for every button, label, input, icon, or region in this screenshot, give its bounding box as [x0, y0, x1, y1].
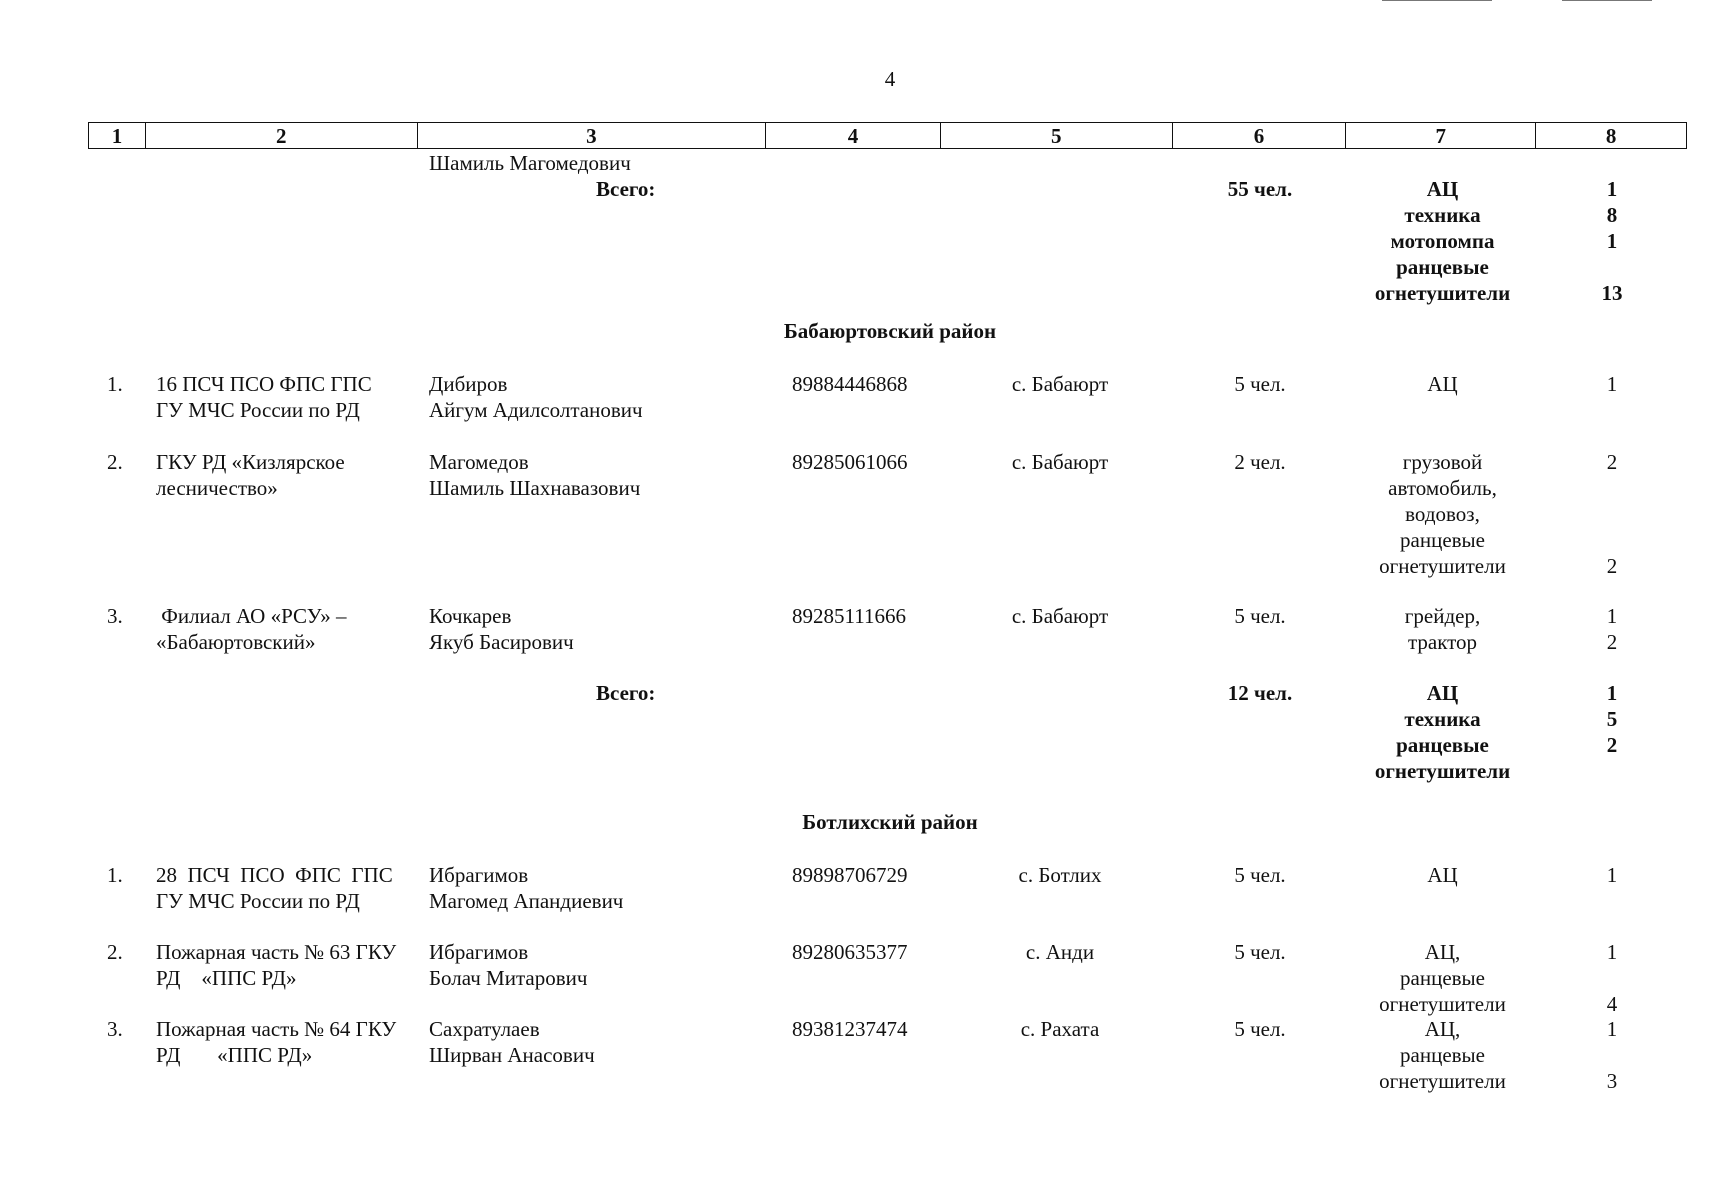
total-count: 13 — [1601, 281, 1623, 305]
equipment: ранцевые — [1400, 1043, 1485, 1067]
phone-number: 89884446868 — [792, 372, 908, 396]
header-cell: 7 — [1346, 123, 1536, 148]
people-count: 5 чел. — [1234, 863, 1286, 887]
section-title: Ботлихский район — [802, 810, 978, 834]
phone-number: 89898706729 — [792, 863, 908, 887]
total-count: 5 — [1606, 707, 1618, 731]
total-label: Всего: — [596, 681, 656, 705]
section-title: Бабаюртовский район — [783, 319, 997, 343]
place: с. Рахата — [1020, 1017, 1100, 1041]
equipment: огнетушители — [1379, 554, 1506, 578]
organization: 28 ПСЧ ПСО ФПС ГПС — [156, 863, 393, 887]
person-name: Шамиль Шахнавазович — [429, 476, 641, 500]
page-number: 4 — [884, 67, 896, 91]
place: с. Анди — [1025, 940, 1095, 964]
person-name: Болач Митарович — [429, 966, 588, 990]
person-name: Ширван Анасович — [429, 1043, 595, 1067]
equipment: грузовой — [1402, 450, 1483, 474]
person-surname: Кочкарев — [429, 604, 512, 628]
person-surname: Ибрагимов — [429, 863, 529, 887]
people-count: 2 чел. — [1234, 450, 1286, 474]
total-equipment: ранцевые — [1396, 733, 1489, 757]
equipment-count: 4 — [1606, 992, 1618, 1016]
equipment-count: 1 — [1606, 1017, 1618, 1041]
organization: ГУ МЧС России по РД — [156, 889, 360, 913]
row-number: 3. — [107, 1017, 123, 1041]
total-equipment: техника — [1404, 707, 1481, 731]
person-surname: Ибрагимов — [429, 940, 529, 964]
equipment-count: 1 — [1606, 863, 1618, 887]
place: с. Бабаюрт — [1011, 450, 1109, 474]
person-surname: Дибиров — [429, 372, 508, 396]
person-surname: Магомедов — [429, 450, 529, 474]
organization: 16 ПСЧ ПСО ФПС ГПС — [156, 372, 372, 396]
header-cell: 6 — [1173, 123, 1347, 148]
person-name: Магомед Апандиевич — [429, 889, 624, 913]
header-cell: 3 — [418, 123, 767, 148]
total-count: 8 — [1606, 203, 1618, 227]
total-count: 1 — [1606, 681, 1618, 705]
organization: РД «ППС РД» — [156, 966, 297, 990]
people-count: 5 чел. — [1234, 604, 1286, 628]
row-number: 1. — [107, 863, 123, 887]
equipment: автомобиль, — [1388, 476, 1497, 500]
total-equipment: огнетушители — [1374, 759, 1511, 783]
total-label: Всего: — [596, 177, 656, 201]
total-count: 1 — [1606, 177, 1618, 201]
organization: ГУ МЧС России по РД — [156, 398, 360, 422]
equipment: грейдер, — [1404, 604, 1481, 628]
organization: «Бабаюртовский» — [156, 630, 316, 654]
equipment-count: 2 — [1606, 450, 1618, 474]
organization: Филиал АО «РСУ» – — [156, 604, 347, 628]
equipment: ранцевые — [1400, 528, 1485, 552]
organization: Пожарная часть № 64 ГКУ — [156, 1017, 397, 1041]
person-name: Айгум Адилсолтанович — [429, 398, 643, 422]
header-cell: 2 — [146, 123, 418, 148]
phone-number: 89285111666 — [792, 604, 906, 628]
equipment: АЦ, — [1424, 1017, 1461, 1041]
phone-number: 89280635377 — [792, 940, 908, 964]
header-cell: 8 — [1605, 124, 1617, 148]
equipment-count: 1 — [1606, 372, 1618, 396]
total-people: 12 чел. — [1227, 681, 1293, 705]
equipment: огнетушители — [1379, 1069, 1506, 1093]
header-cell: 4 — [766, 123, 941, 148]
person-name: Якуб Басирович — [429, 630, 574, 654]
header-cell: 5 — [941, 123, 1173, 148]
phone-number: 89285061066 — [792, 450, 908, 474]
equipment-count: 2 — [1606, 630, 1618, 654]
organization: РД «ППС РД» — [156, 1043, 313, 1067]
row-number: 3. — [107, 604, 123, 628]
person-surname: Сахратулаев — [429, 1017, 540, 1041]
place: с. Бабаюрт — [1011, 372, 1109, 396]
organization: лесничество» — [156, 476, 278, 500]
total-equipment: мотопомпа — [1390, 229, 1495, 253]
row-number: 2. — [107, 450, 123, 474]
equipment-count: 2 — [1606, 554, 1618, 578]
total-count: 2 — [1606, 733, 1618, 757]
total-equipment: ранцевые — [1396, 255, 1489, 279]
equipment: трактор — [1407, 630, 1478, 654]
row-number: 2. — [107, 940, 123, 964]
equipment: АЦ, — [1424, 940, 1461, 964]
table-header — [88, 122, 1687, 149]
equipment: АЦ — [1427, 863, 1458, 887]
equipment: ранцевые — [1400, 966, 1485, 990]
continued-person-name: Шамиль Магомедович — [429, 151, 631, 175]
equipment: АЦ — [1427, 372, 1458, 396]
total-equipment: техника — [1404, 203, 1481, 227]
equipment-count: 1 — [1606, 604, 1618, 628]
equipment: огнетушители — [1379, 992, 1506, 1016]
total-equipment: АЦ — [1426, 177, 1459, 201]
people-count: 5 чел. — [1234, 1017, 1286, 1041]
equipment-count: 1 — [1606, 940, 1618, 964]
total-count: 1 — [1606, 229, 1618, 253]
scan-artifact-line — [1562, 0, 1652, 1]
place: с. Бабаюрт — [1011, 604, 1109, 628]
header-cell: 1 — [89, 123, 146, 148]
equipment-count: 3 — [1606, 1069, 1618, 1093]
people-count: 5 чел. — [1234, 372, 1286, 396]
total-equipment: огнетушители — [1374, 281, 1511, 305]
organization: ГКУ РД «Кизлярское — [156, 450, 345, 474]
organization: Пожарная часть № 63 ГКУ — [156, 940, 397, 964]
equipment: водовоз, — [1405, 502, 1480, 526]
people-count: 5 чел. — [1234, 940, 1286, 964]
row-number: 1. — [107, 372, 123, 396]
total-people: 55 чел. — [1227, 177, 1293, 201]
scan-artifact-line — [1382, 0, 1492, 1]
phone-number: 89381237474 — [792, 1017, 908, 1041]
total-equipment: АЦ — [1426, 681, 1459, 705]
place: с. Ботлих — [1018, 863, 1102, 887]
